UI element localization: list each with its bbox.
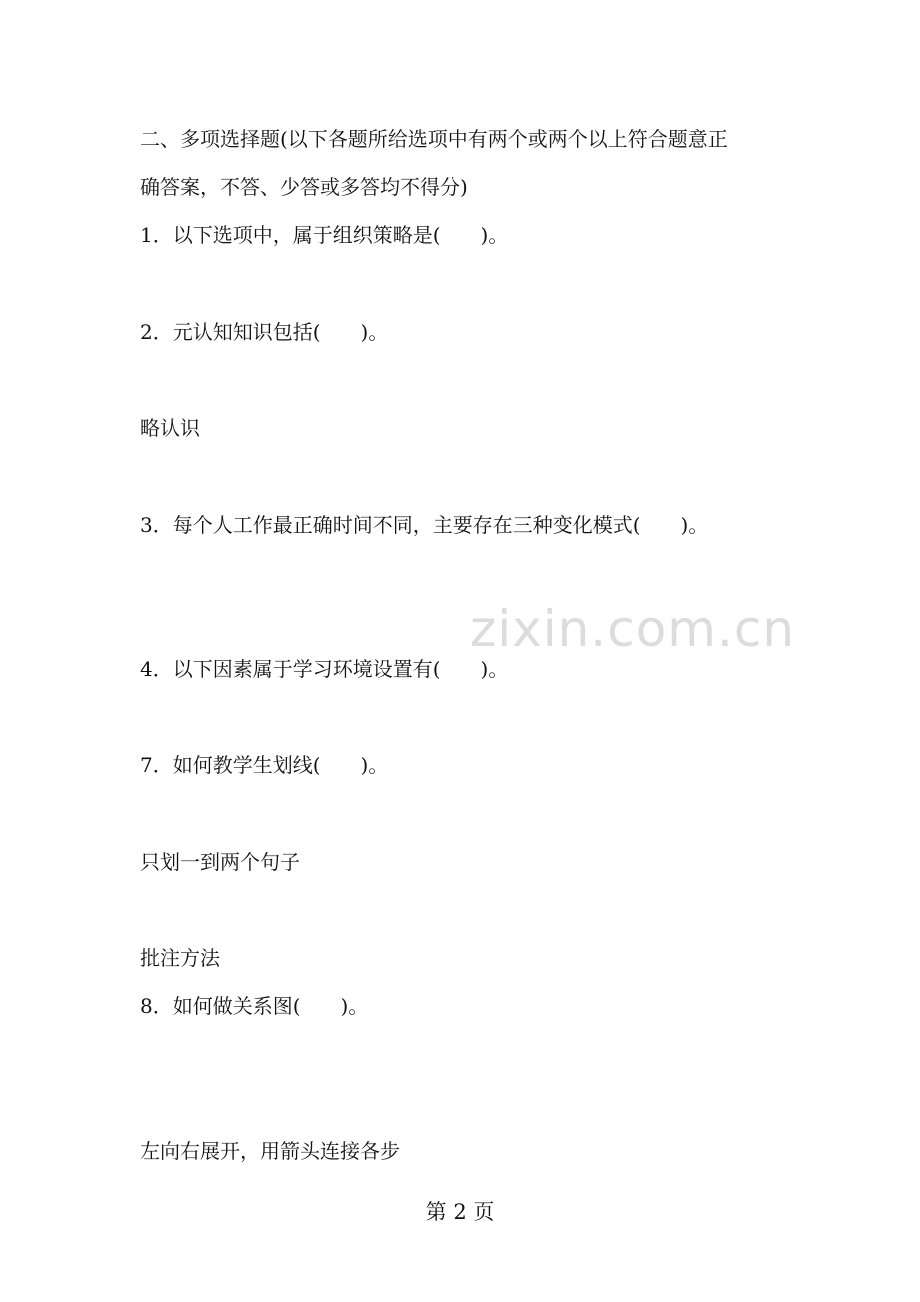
- document-content: [140, 115, 800, 1175]
- question-7-stem: 7．如何教学生划线( )。: [140, 753, 389, 778]
- question-3-options-line-1: [140, 549, 800, 597]
- section-title-line-2: 确答案，不答、少答或多答均不得分): [140, 175, 468, 200]
- question-7-options-line-2: 只划一到两个句子: [140, 849, 300, 874]
- question-8-options-line-1: [140, 1031, 800, 1079]
- question-2-options-line-2: 略认识: [140, 416, 200, 441]
- question-2-options-line-3: [140, 452, 800, 500]
- question-3-stem: 3．每个人工作最正确时间不同，主要存在三种变化模式( )。: [140, 512, 709, 537]
- question-1-options: [140, 260, 800, 308]
- page-number: 第 2 页: [425, 1200, 495, 1224]
- question-4-options: [140, 693, 800, 741]
- question-1-stem: 1．以下选项中，属于组织策略是( )。: [140, 223, 509, 248]
- question-3-options-line-2: [140, 597, 800, 645]
- watermark: zixin.com.cn: [470, 600, 796, 658]
- section-title-line-1: 二、多项选择题(以下各题所给选项中有两个或两个以上符合题意正: [140, 127, 728, 151]
- question-2-options-line-1: [140, 356, 800, 404]
- question-7-options-line-4: 批注方法: [140, 946, 220, 971]
- question-7-options-line-1: [140, 790, 800, 838]
- question-8-options-line-3: 左向右展开，用箭头连接各步: [140, 1138, 400, 1163]
- question-8-options-line-2: [140, 1079, 800, 1127]
- question-2-stem: 2．元认知知识包括( )。: [140, 319, 389, 344]
- question-7-options-line-3: [140, 886, 800, 934]
- question-8-stem: 8．如何做关系图( )。: [140, 994, 369, 1019]
- question-4-stem: 4．以下因素属于学习环境设置有( )。: [140, 657, 509, 682]
